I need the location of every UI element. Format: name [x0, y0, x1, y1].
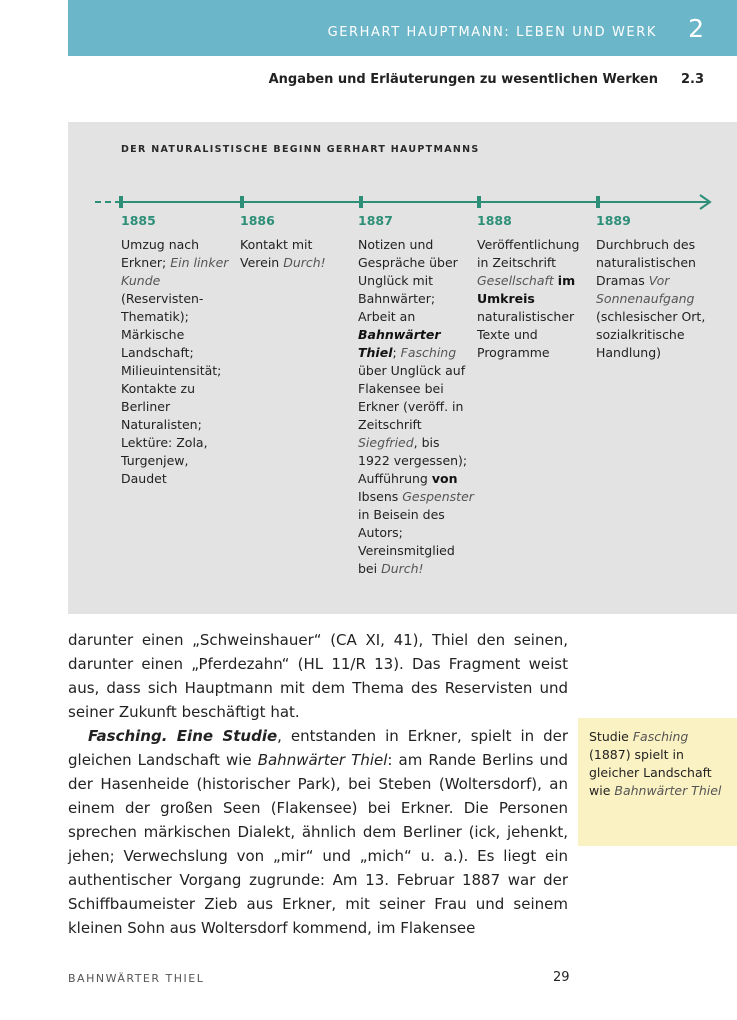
timeline-heading: DER NATURALISTISCHE BEGINN GERHART HAUPTMANNS [121, 144, 480, 155]
text-run: Ein linker Kunde [121, 255, 229, 288]
text-run: Ibsens [358, 489, 403, 504]
section-subtitle: Angaben und Erläuterungen zu wesentlichen Werken [268, 72, 658, 87]
footer-book-title: BAHNWÄRTER THIEL [68, 972, 205, 985]
timeline-tick [119, 196, 123, 208]
text-run: Fasching [400, 345, 457, 360]
text-run: Bahnwärter Thiel [257, 751, 388, 769]
text-run: Bahnwärter Thiel [358, 327, 441, 360]
timeline-year: 1888 [477, 213, 512, 228]
text-run: in Beisein des Autors; Vereinsmitglied bei [358, 507, 455, 576]
text-run: im Umkreis [477, 273, 576, 306]
timeline-event [596, 236, 708, 362]
text-run: über Unglück auf Flakensee bei Erkner (veröff. in Zeitschrift [358, 363, 466, 432]
timeline-box [68, 122, 737, 614]
text-run: (schlesischer Ort, sozialkritische Handlung) [596, 309, 706, 360]
text-run: Durch! [381, 561, 424, 576]
text-run: (1887) spielt in gleicher Landschaft wie [589, 747, 712, 798]
timeline-tick [477, 196, 481, 208]
body-paragraph [68, 724, 568, 940]
text-run: Veröffentlichung in Zeitschrift [477, 237, 580, 270]
timeline-year: 1887 [358, 213, 393, 228]
header-band [68, 0, 737, 56]
text-run: Umzug nach Erkner; [121, 237, 200, 270]
text-run: Fasching. Eine Studie [88, 727, 278, 745]
text-run: ; [392, 345, 401, 360]
timeline-year: 1885 [121, 213, 156, 228]
timeline-tick [240, 196, 244, 208]
text-run: , entstanden in Erkner, spielt in der gleichen Landschaft wie [68, 727, 568, 769]
timeline-year: 1886 [240, 213, 275, 228]
text-run: darunter einen „Schweinshauer“ (CA XI, 41), Thiel den seinen, darunter einen „Pferdezahn“ (HL 11/R 13). Das Fragment weist aus, dass sich Hauptmann mit dem Thema des Reservisten und seiner Zukunft beschäftigt hat. [68, 631, 568, 721]
margin-note [578, 718, 737, 846]
section-number: 2.3 [680, 72, 704, 87]
text-run: Gespenster [402, 489, 474, 504]
timeline-tick [596, 196, 600, 208]
text-run: , bis 1922 vergessen); Aufführung [358, 435, 468, 486]
text-run: Durchbruch des naturalistischen Dramas [596, 237, 696, 288]
text-run: Bahnwärter Thiel [614, 783, 722, 798]
text-run: : am Rande Berlins und der Hasenheide (historischer Park), bei Steben (Woltersdorf), an einem der großen Seen (Flakensee) bei Erkner. Die Personen sprechen märkischen Dialekt, ähnlich dem Berliner (ick, jehenkt, jehen; Verwechslung von „mir“ und „mich“ u. a.). Es liegt ein authentischer Vorgang zugrunde: Am 13. Februar 1887 war der Schiffbaumeister Zieb aus Erkner, mit seiner Frau und seinem kleinen Sohn aus Woltersdorf kommend, im Flakensee [68, 751, 568, 937]
text-run: naturalistischer Texte und Programme [477, 309, 575, 360]
text-run: Vor Sonnenaufgang [596, 273, 695, 306]
timeline-tick [359, 196, 363, 208]
text-run: Siegfried [358, 435, 414, 450]
text-run: (Reservisten-Thematik); Märkische Landschaft; Milieuintensität; Kontakte zu Berliner Naturalisten; Lektüre: Zola, Turgenjew, Daudet [121, 291, 222, 486]
body-text [68, 628, 568, 940]
text-run: Studie [589, 729, 633, 744]
running-header-title: GERHART HAUPTMANN: LEBEN UND WERK [327, 25, 657, 40]
text-run: Fasching [632, 729, 689, 744]
timeline-event [240, 236, 354, 272]
timeline-event [121, 236, 235, 488]
page-number: 29 [553, 970, 570, 985]
text-run: Kontakt mit Verein [240, 237, 313, 270]
timeline-event [477, 236, 589, 362]
chapter-number: 2 [688, 14, 704, 43]
timeline-year: 1889 [596, 213, 631, 228]
text-run: Durch! [283, 255, 326, 270]
timeline-event [358, 236, 474, 578]
body-paragraph [68, 628, 568, 724]
text-run: von [431, 471, 458, 486]
text-run: Gesellschaft [477, 273, 554, 288]
text-run: Notizen und Gespräche über Unglück mit Bahnwärter; Arbeit an [358, 237, 458, 324]
